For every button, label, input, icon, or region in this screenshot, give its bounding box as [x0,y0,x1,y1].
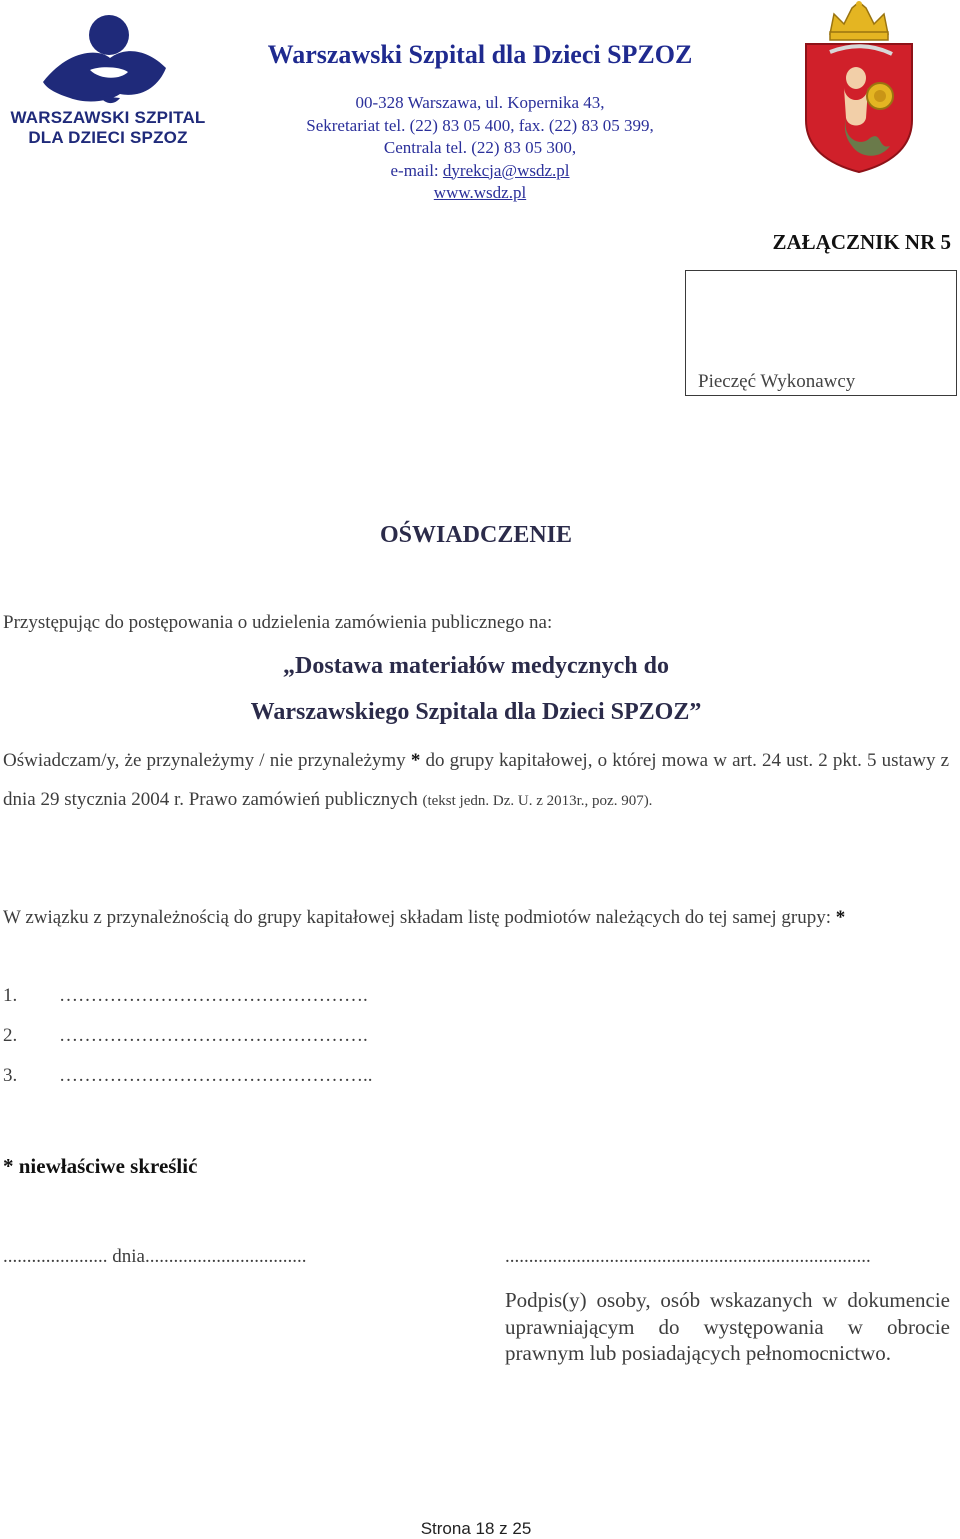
attachment-label: ZAŁĄCZNIK NR 5 [772,230,951,254]
hospital-name: Warszawski Szpital dla Dzieci SPZOZ [267,40,693,69]
declaration-part-2: do grupy kapitałowej, o której mowa w art. 24 ust. 2 pkt. 5 ustawy z dnia 29 stycznia 2004 r. Prawo zamówień publicznych [3,750,950,810]
phones: Sekretariat tel. (22) 83 05 400, fax. (22) 83 05 399, [306,115,654,135]
list-item-number: 3. [3,1065,18,1086]
email-label: e-mail: [390,160,439,180]
declaration-star: * [410,750,421,771]
subject-line-1: „Dostawa materiałów medycznych do [283,653,669,679]
email-link[interactable]: dyrekcja@wsdz.pl [442,160,570,180]
page-number: Strona 18 z 25 [420,1519,532,1538]
contact-block [230,92,730,205]
subject-line-2: Warszawskiego Szpitala dla Dzieci SPZOZ” [250,699,702,725]
stamp-label: Pieczęć Wykonawcy [698,371,856,392]
hospital-logo [8,10,208,160]
signature-line: ............................................................................. [505,1246,871,1267]
email-row [230,160,730,183]
group-star: * [835,907,846,928]
logo-line-1: WARSZAWSKI SZPITAL [10,108,206,127]
contractor-stamp-box [685,270,957,396]
hospital-logo-icon [8,10,208,110]
list-item [3,1025,368,1047]
list-item-number: 2. [3,1025,18,1046]
place-date-line: ...................... dnia.................................. [3,1246,307,1267]
capital-group-paragraph [3,898,949,938]
website-link[interactable]: www.wsdz.pl [433,183,527,202]
group-text: W związku z przynależnością do grupy kapitałowej składam listę podmiotów należących do tej samej grupy: [3,907,831,928]
intro-text: Przystępując do postępowania o udzielenia zamówienia publicznego na: [3,612,553,633]
switchboard: Centrala tel. (22) 83 05 300, [383,138,577,157]
coat-of-arms-icon [800,0,918,176]
list-item [3,985,368,1007]
list-item-number: 1. [3,985,18,1006]
list-item-dots: …………………………………………. [59,985,368,1006]
list-item-dots: ………………………………………….. [59,1065,373,1086]
procurement-subject [0,643,952,735]
declaration-citation: (tekst jedn. Dz. U. z 2013r., poz. 907). [422,793,653,809]
stamp-label-wrap [698,371,855,393]
declaration-part-1: Oświadczam/y, że przynależymy / nie przynależymy [3,750,406,771]
logo-line-2: DLA DZIECI SPZOZ [28,128,188,147]
website-row [230,182,730,205]
address: 00-328 Warszawa, ul. Kopernika 43, [355,93,605,112]
signature-caption: Podpis(y) osoby, osób wskazanych w dokumencie uprawniającym do występowania w obrocie prawnym lub posiadających pełnomocnictwo. [505,1288,950,1365]
declaration-paragraph [3,741,949,821]
list-item-dots: …………………………………………. [59,1025,368,1046]
list-item [3,1065,373,1087]
strike-out-note: * niewłaściwe skreślić [3,1154,198,1178]
warsaw-crest [800,0,918,176]
document-title: OŚWIADCZENIE [379,522,573,548]
